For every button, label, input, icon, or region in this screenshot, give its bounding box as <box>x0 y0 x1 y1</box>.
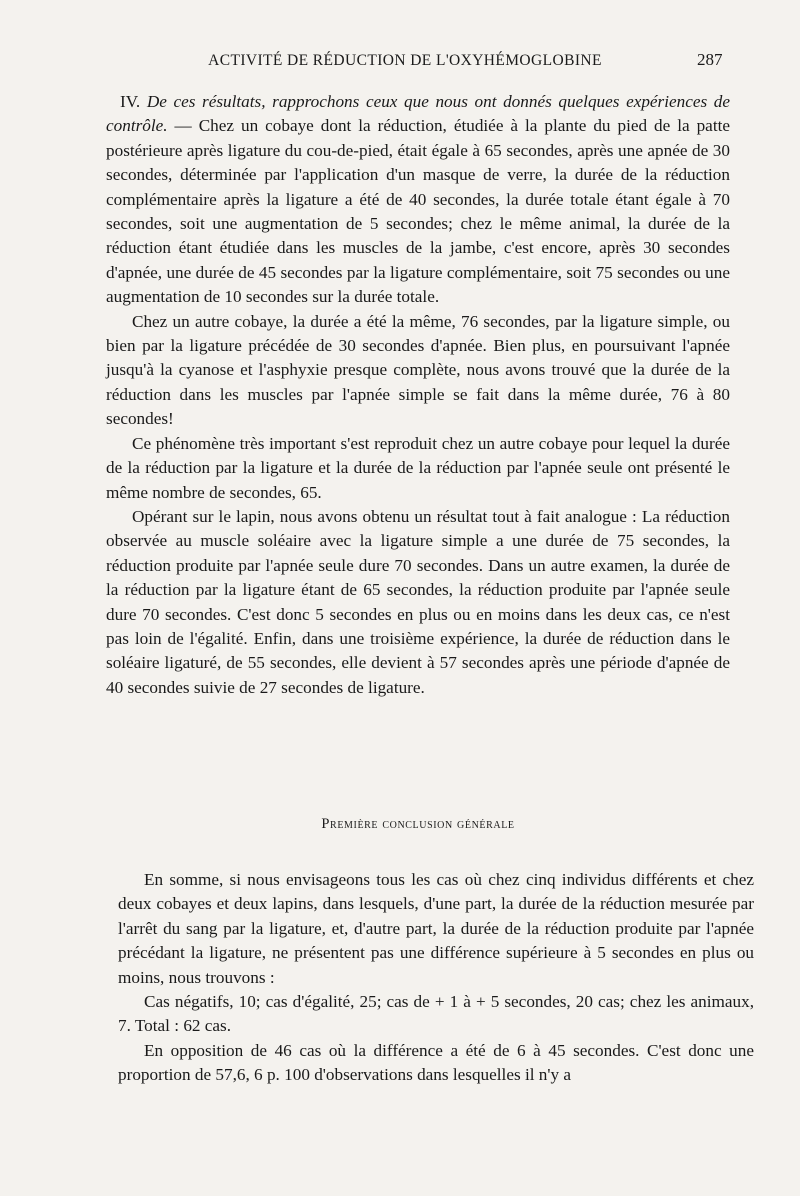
conclusion-heading: Première conclusion générale <box>321 816 515 832</box>
paragraph: Cas négatifs, 10; cas d'égalité, 25; cas de + 1 à + 5 secondes, 20 cas; chez les animaux, 7. Total : 62 cas. <box>118 992 754 1036</box>
paragraph: Chez un autre cobaye, la durée a été la même, 76 secondes, par la ligature simple, ou bien par la ligature précédée de 30 secondes d'apnée. Bien plus, en poursuivant l'apnée jusqu'à la cyanose et l'asphyxie presque complète, nous avons trouvé que la durée de la réduction dans les muscles par l'apnée simple se fait dans la même durée, 76 à 80 secondes! <box>106 311 730 429</box>
italic-lead: De ces résultats, rapprochons ceux que nous ont donnés quelques expériences de contrôle. <box>106 92 731 136</box>
paragraph <box>106 90 730 310</box>
running-header <box>140 50 670 70</box>
running-title: ACTIVITÉ DE RÉDUCTION DE L'OXYHÉMOGLOBINE <box>208 52 602 69</box>
section-iv-body <box>106 90 730 700</box>
conclusion-body <box>118 868 754 1088</box>
paragraph: Opérant sur le lapin, nous avons obtenu un résultat tout à fait analogue : La réduction observée au muscle soléaire avec la ligature simple a une durée de 75 secondes, la réduction produite par l'apnée seule dure 70 secondes. Dans un autre examen, la durée de la réduction par la ligature étant de 65 secondes, la réduction produite par l'apnée seule dure 70 secondes. C'est donc 5 secondes en plus ou en moins dans les deux cas, ce n'est pas loin de l'égalité. Enfin, dans une troisième expérience, la durée de réduction dans le soléaire ligaturé, de 55 secondes, elle devient à 57 secondes après une période d'apnée de 40 secondes suivie de 27 secondes de ligature. <box>106 506 730 697</box>
paragraph: Ce phénomène très important s'est reproduit chez un autre cobaye pour lequel la durée de la réduction par la ligature et la durée de la réduction par l'apnée seule ont présenté le même nombre de secondes, 65. <box>106 433 730 502</box>
paragraph: En somme, si nous envisageons tous les cas où chez cinq individus différents et chez deux cobayes et deux lapins, dans lesquels, d'une part, la durée de la réduction mesurée par l'arrêt du sang par la ligature, et, d'autre part, la durée de la réduction produite par l'apnée précédant la ligature, ne présentent pas une différence supérieure à 5 secondes en plus ou moins, nous trouvons : <box>118 870 754 987</box>
page-number: 287 <box>697 50 723 69</box>
paragraph: En opposition de 46 cas où la différence a été de 6 à 45 secondes. C'est donc une proportion de 57,6, 6 p. 100 d'observations dans lesquelles il n'y a <box>118 1040 754 1085</box>
section-number: IV. <box>120 92 141 111</box>
section-heading <box>106 816 730 833</box>
paragraph-text: — Chez un cobaye dont la réduction, étudiée à la plante du pied de la patte postérieure après ligature du cou-de-pied, était égale à 65 secondes, après une apnée de 30 secondes, déterminée par l'application d'un masque de verre, la durée de la réduction complémentaire après la ligature a été de 40 secondes, la durée totale étant égale à 70 secondes, soit une augmentation de 5 secondes; chez le même animal, la durée de la réduction étant étudiée dans les muscles de la jambe, c'est encore, après 30 secondes d'apnée, une durée de 45 secondes par la ligature complémentaire, soit 75 secondes ou une augmentation de 10 secondes sur la durée totale. <box>106 116 730 307</box>
